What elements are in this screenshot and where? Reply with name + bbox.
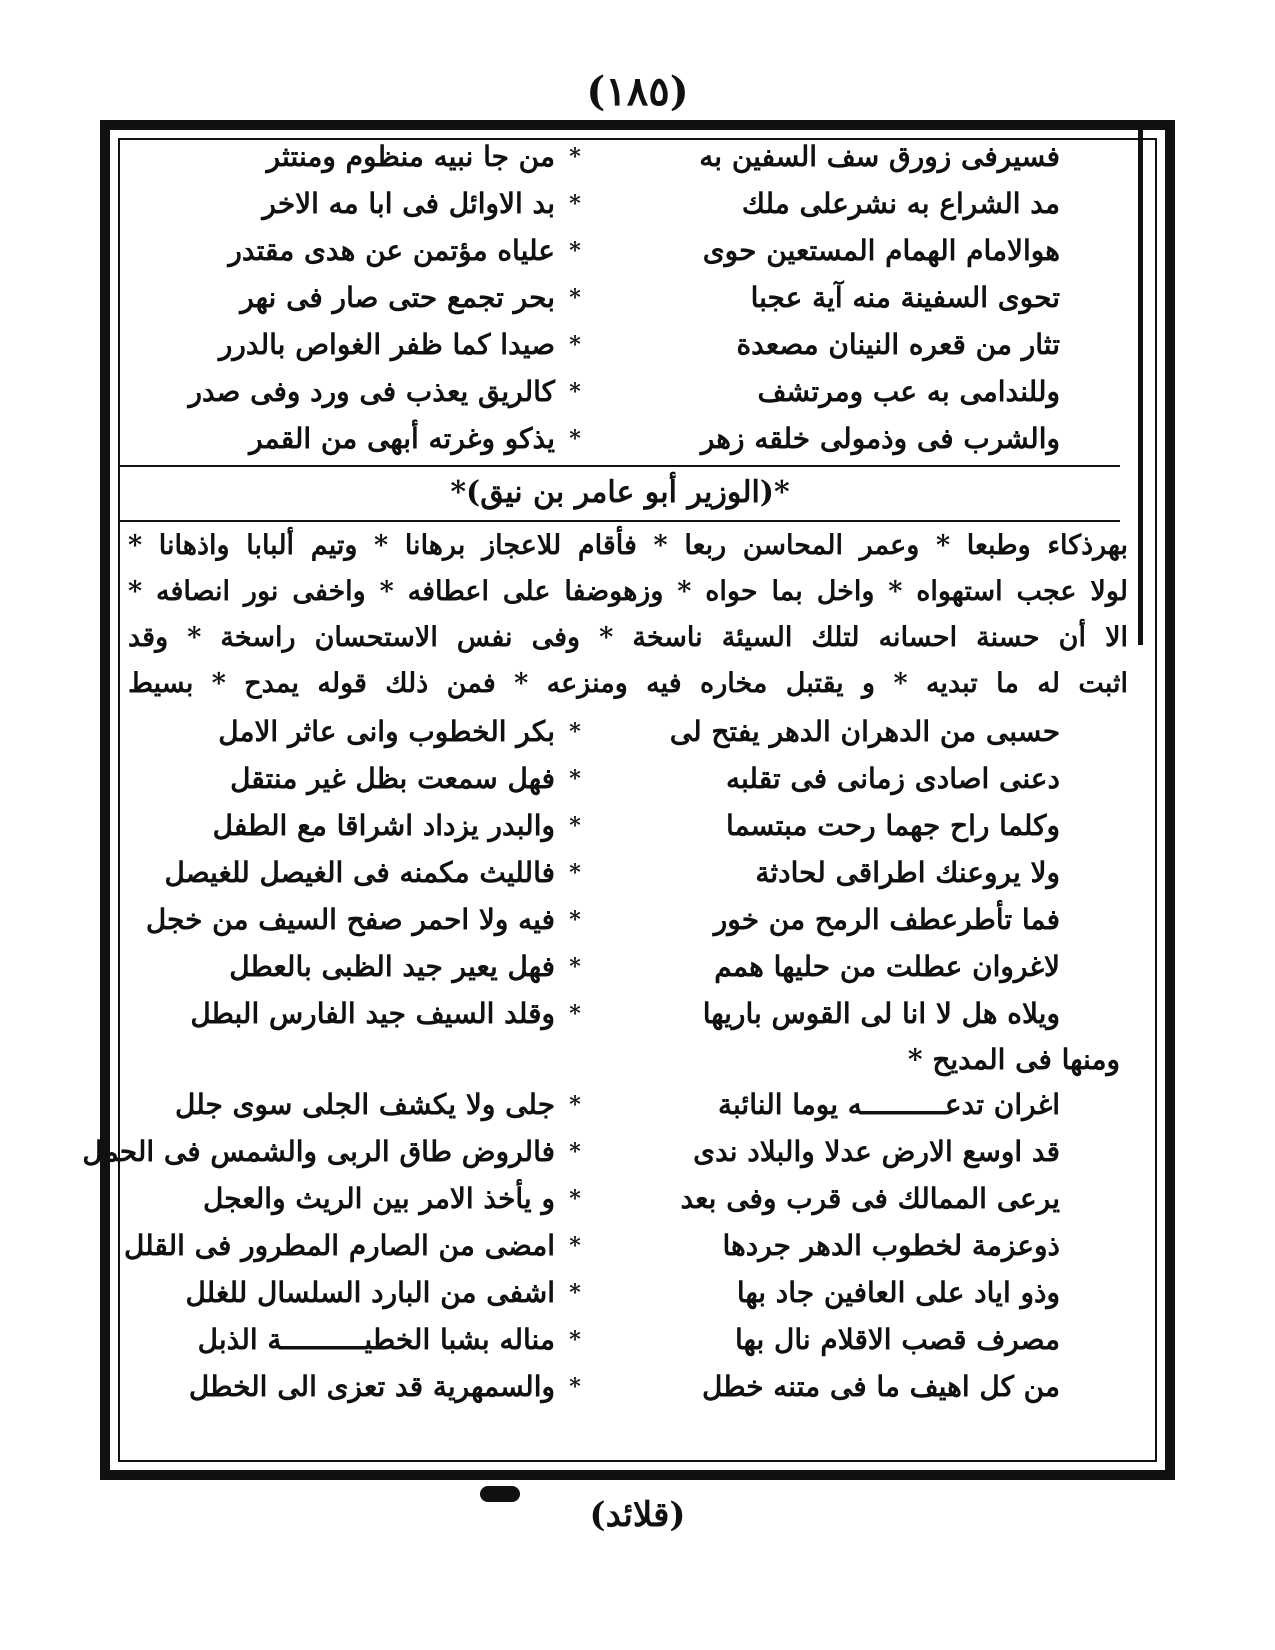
transition-line: ومنها فى المديح * (907, 1043, 1120, 1076)
verse-second-hemistich: فيه ولا احمر صفح السيف من خجل (145, 903, 555, 936)
verse-second-hemistich: يذكو وغرته أبهى من القمر (249, 422, 555, 455)
verse-first-hemistich: يرعى الممالك فى قرب وفى بعد (680, 1182, 1060, 1215)
verse-separator-star: * (569, 1374, 581, 1400)
verse-first-hemistich: من كل اهيف ما فى متنه خطل (702, 1370, 1060, 1403)
verse-second-hemistich: فالليث مكمنه فى الغيصل للغيصل (164, 856, 555, 889)
verse-separator-star: * (569, 1139, 581, 1165)
verse-second-hemistich: امضى من الصارم المطرور فى القلل (123, 1229, 555, 1262)
frame-side-rule (1138, 130, 1143, 645)
verse-first-hemistich: مد الشراع به نشرعلى ملك (741, 187, 1060, 220)
verse-separator-star: * (569, 719, 581, 745)
verse-first-hemistich: ولا يروعنك اطراقى لحادثة (755, 856, 1060, 889)
section-divider-top (120, 465, 1120, 467)
verse-second-hemistich: صيدا كما ظفر الغواص بالدرر (218, 328, 555, 361)
verse-first-hemistich: لاغروان عطلت من حليها همم (714, 950, 1060, 983)
verse-second-hemistich: علياه مؤتمن عن هدى مقتدر (228, 234, 555, 267)
verse-first-hemistich: تحوى السفينة منه آية عجبا (750, 281, 1060, 314)
verse-first-hemistich: وكلما راح جهما رحت مبتسما (725, 809, 1060, 842)
verse-first-hemistich: هوالامام الهمام المستعين حوى (702, 234, 1060, 267)
verse-separator-star: * (569, 1280, 581, 1306)
verse-separator-star: * (569, 238, 581, 264)
verse-second-hemistich: فهل سمعت بظل غير منتقل (230, 762, 555, 795)
verse-separator-star: * (569, 766, 581, 792)
verse-first-hemistich: ذوعزمة لخطوب الدهر جردها (722, 1229, 1060, 1262)
verse-second-hemistich: والسمهرية قد تعزى الى الخطل (188, 1370, 555, 1403)
verse-separator-star: * (569, 332, 581, 358)
verse-separator-star: * (569, 426, 581, 452)
verse-first-hemistich: فما تأطرعطف الرمح من خور (713, 903, 1060, 936)
prose-line: بهرذكاء وطبعا * وعمر المحاسن ربعا * فأقام للاعجاز برهانا * وتيم ألبابا واذهانا * (128, 530, 1128, 561)
section-divider-bottom (120, 520, 1120, 522)
verse-first-hemistich: وذو اياد على العافين جاد بها (736, 1276, 1060, 1309)
verse-first-hemistich: والشرب فى وذمولى خلقه زهر (700, 422, 1060, 455)
verse-second-hemistich: بحر تجمع حتى صار فى نهر (240, 281, 555, 314)
verse-second-hemistich: فالروض طاق الربى والشمس فى الحمل (82, 1135, 555, 1168)
verse-separator-star: * (569, 1327, 581, 1353)
verse-second-hemistich: كالريق يعذب فى ورد وفى صدر (188, 375, 555, 408)
verse-separator-star: * (569, 144, 581, 170)
verse-second-hemistich: مناله بشبا الخطيــــــــــة الذبل (197, 1323, 555, 1356)
verse-first-hemistich: حسبى من الدهران الدهر يفتح لى (669, 715, 1060, 748)
verse-separator-star: * (569, 1186, 581, 1212)
verse-first-hemistich: تثار من قعره النينان مصعدة (736, 328, 1060, 361)
verse-separator-star: * (569, 860, 581, 886)
section-heading: *(الوزير أبو عامر بن نيق)* (450, 475, 790, 510)
prose-line: اثبت له ما تبديه * و يقتبل مخاره فيه ومنزعه * فمن ذلك قوله يمدح * بسيط (128, 668, 1128, 699)
verse-separator-star: * (569, 1233, 581, 1259)
verse-second-hemistich: فهل يعير جيد الظبى بالعطل (229, 950, 555, 983)
verse-separator-star: * (569, 1001, 581, 1027)
verse-separator-star: * (569, 813, 581, 839)
verse-separator-star: * (569, 1092, 581, 1118)
verse-second-hemistich: و يأخذ الامر بين الريث والعجل (202, 1182, 555, 1215)
verse-separator-star: * (569, 379, 581, 405)
verse-separator-star: * (569, 191, 581, 217)
verse-first-hemistich: فسيرفى زورق سف السفين به (699, 140, 1060, 173)
page-number: (١٨٥) (586, 68, 689, 115)
verse-first-hemistich: مصرف قصب الاقلام نال بها (735, 1323, 1060, 1356)
verse-separator-star: * (569, 954, 581, 980)
verse-second-hemistich: وقلد السيف جيد الفارس البطل (190, 997, 555, 1030)
verse-first-hemistich: دعنى اصادى زمانى فى تقلبه (725, 762, 1060, 795)
verse-first-hemistich: وللندامى به عب ومرتشف (757, 375, 1060, 408)
verse-first-hemistich: اغران تدعــــــــــه يوما النائبة (717, 1088, 1060, 1121)
verse-first-hemistich: قد اوسع الارض عدلا والبلاد ندى (693, 1135, 1060, 1168)
verse-second-hemistich: والبدر يزداد اشراقا مع الطفل (212, 809, 555, 842)
verse-second-hemistich: بكر الخطوب وانى عاثر الامل (218, 715, 555, 748)
verse-second-hemistich: بد الاوائل فى ابا مه الاخر (262, 187, 555, 220)
verse-second-hemistich: اشفى من البارد السلسال للغلل (185, 1276, 555, 1309)
verse-separator-star: * (569, 907, 581, 933)
verse-second-hemistich: جلى ولا يكشف الجلى سوى جلل (175, 1088, 555, 1121)
verse-first-hemistich: ويلاه هل لا انا لى القوس باريها (702, 997, 1060, 1030)
catchword: (قلائد) (589, 1495, 686, 1535)
prose-line: لولا عجب استهواه * واخل بما حواه * وزهوضفا على اعطافه * واخفى نور انصافه * (128, 576, 1128, 607)
verse-separator-star: * (569, 285, 581, 311)
prose-line: الا أن حسنة احسانه لتلك السيئة ناسخة * وفى نفس الاستحسان راسخة * وقد (128, 622, 1128, 653)
verse-second-hemistich: من جا نبيه منظوم ومنتثر (266, 140, 555, 173)
